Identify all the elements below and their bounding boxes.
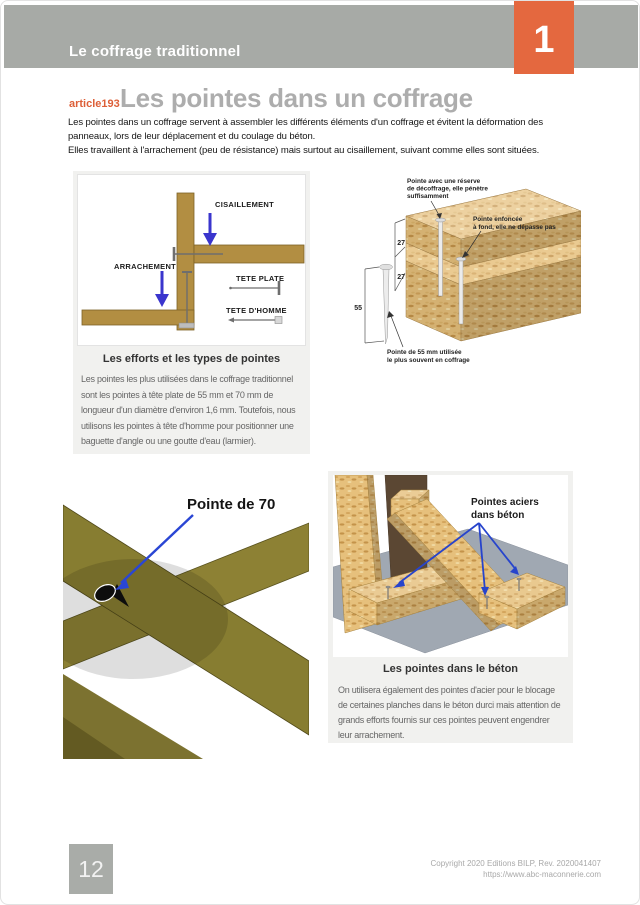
page-number-box [69,844,113,894]
intro-line-1: Les pointes dans un coffrage servent à assembler les différents éléments d'un coffrage et évitent la déformation des [68,117,544,128]
efforts-diagram [78,175,305,345]
header-title: Le coffrage traditionnel [69,43,241,60]
figure-pointe70 [63,469,309,759]
label-pointes-aciers-line1: Pointes aciers [471,497,539,508]
nail-55mm [380,264,393,344]
dim-55: 55 [354,305,362,312]
figure-beton-text [338,683,560,743]
page-title: Les pointes dans un coffrage [120,83,473,113]
flat-head-nail [229,281,279,295]
chapter-tab [514,1,574,74]
stacked-planks [406,189,581,341]
panel-beton [328,471,573,743]
caption-55-line2: le plus souvent en coffrage [387,357,470,364]
label-reserve-line3: suffisamment [407,193,449,200]
figure-reserve [331,171,581,393]
label-reserve-line1: Pointe avec une réserve [407,178,481,185]
reserve-illustration [331,171,581,393]
figure-efforts-image [77,174,306,346]
efforts-text-line: baguette d'angle ou une goutte d'eau (larmier). [81,436,256,446]
efforts-text-line: Les pointes les plus utilisées dans le coffrage traditionnel [81,374,293,384]
label-reserve-line2: de décoffrage, elle pénètre [407,185,488,193]
bottom-plank [82,310,194,325]
copyright-line: Copyright 2020 Editions BILP, Rev. 2020041407 [430,859,601,868]
beton-text-line: de certaines planches dans le béton durci mais attention de [338,700,561,710]
man-head-nail [228,317,282,324]
label-tete-plate: TETE PLATE [236,274,285,283]
beton-illustration [333,475,568,657]
label-cisaillement: CISAILLEMENT [215,200,275,209]
dim-27-top: 27 [397,240,405,247]
copyright-url: https://www.abc-maconnerie.com [483,870,601,879]
label-pointes-aciers-line2: dans béton [471,510,525,521]
cisaillement-arrow [203,213,217,246]
page-number: 12 [78,855,104,882]
dim-27-mid: 27 [397,274,405,281]
efforts-text-line: sont les pointes à tête plate de 55 mm et 70 mm de [81,389,274,400]
figure-efforts-caption: Les efforts et les types de pointes [102,353,281,365]
label-enfoncee-line1: Pointe enfoncée [473,216,523,223]
beton-text-line: On utilisera également des pointes d'acier pour le blocage [338,685,555,695]
caption-55-line1: Pointe de 55 mm utilisée [387,349,462,356]
beton-text-line: grands efforts fournis sur ces pointes peuvent engendrer [338,715,550,725]
beton-text-line: leur arrachement. [338,730,405,740]
label-arrachement: ARRACHEMENT [114,262,177,271]
panel-efforts [73,171,310,454]
figure-efforts-text [81,372,295,450]
label-pointe70: Pointe de 70 [187,496,276,513]
pointe70-illustration [63,469,309,759]
article-id-label: article193 [69,98,120,110]
intro-paragraph [68,116,543,158]
figure-beton-caption: Les pointes dans le béton [382,663,519,675]
arrachement-arrow [155,271,169,307]
label-enfoncee-line2: à fond, elle ne dépasse pas [473,224,556,231]
vertical-plank [177,193,194,330]
label-tete-homme: TETE D'HOMME [226,306,287,315]
copyright-block [431,858,602,880]
chapter-number: 1 [533,19,555,61]
efforts-text-line: longueur d'un diamètre d'environ 1,6 mm. Toutefois, nous [81,405,296,415]
figure-beton-image [333,475,568,657]
intro-line-2: panneaux, lors de leur déplacement et du coulage du béton. [68,131,316,142]
efforts-text-line: utilisons les pointes à tête d'homme pour positionner une [81,420,294,431]
intro-line-3: Elles travaillent à l'arrachement (peu de résistance) mais surtout au cisaillement, suivant comme elles sont situées. [68,145,540,156]
